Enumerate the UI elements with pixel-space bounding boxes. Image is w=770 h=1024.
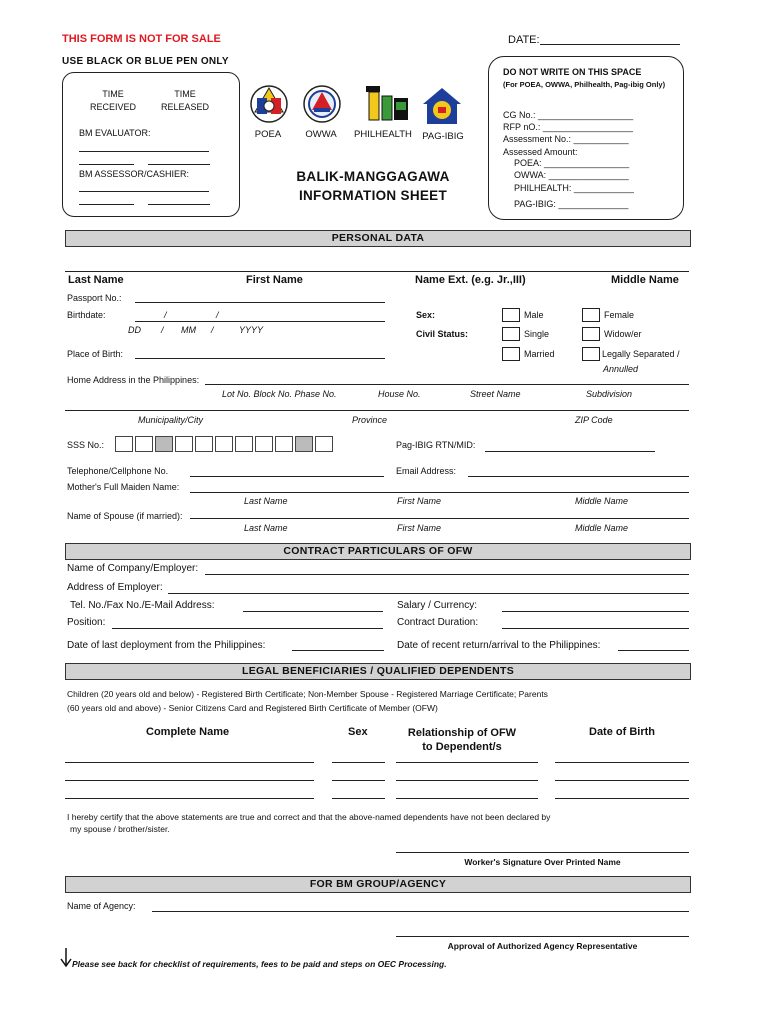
sss-box[interactable]	[155, 436, 173, 452]
birthdate-slash-2: /	[216, 310, 219, 320]
birthdate-slash-1: /	[164, 310, 167, 320]
bm-evaluator-field[interactable]	[79, 151, 209, 152]
mother-name-label: Mother's Full Maiden Name:	[67, 482, 180, 492]
worker-signature-field[interactable]	[396, 852, 689, 853]
pagibig-rtn-field[interactable]	[485, 451, 655, 452]
sss-box[interactable]	[295, 436, 313, 452]
spouse-last-name-label: Last Name	[244, 523, 288, 533]
first-name-label: First Name	[246, 274, 303, 286]
office-box-sub: (For POEA, OWWA, Philhealth, Pag-ibig Only)	[503, 80, 666, 89]
contact-field[interactable]	[243, 611, 383, 612]
sss-box[interactable]	[255, 436, 273, 452]
worker-signature-label: Worker's Signature Over Printed Name	[464, 857, 621, 867]
owwa-logo-icon	[302, 84, 342, 124]
agency-approval-field[interactable]	[396, 936, 689, 937]
col-relationship	[396, 726, 528, 754]
salary-field[interactable]	[502, 611, 689, 612]
married-label: Married	[524, 349, 555, 359]
place-of-birth-label: Place of Birth:	[67, 349, 124, 359]
date-label: DATE:	[508, 34, 540, 46]
pagibig-logo-icon	[421, 86, 463, 126]
col-complete-name: Complete Name	[146, 726, 230, 738]
contract-duration-label: Contract Duration:	[397, 617, 479, 628]
assessment-no: Assessment No.: ___________	[503, 134, 629, 144]
telephone-field[interactable]	[190, 476, 384, 477]
agency-header: FOR BM GROUP/AGENCY	[65, 876, 691, 893]
single-checkbox[interactable]	[502, 327, 520, 341]
legally-separated-label: Legally Separated /	[602, 349, 680, 359]
sss-box[interactable]	[135, 436, 153, 452]
dependent-rel-field-3[interactable]	[396, 798, 538, 799]
pagibig-label: PAG-IBIG	[422, 131, 464, 142]
employer-address-label: Address of Employer:	[67, 582, 163, 593]
bm-assessor-label: BM ASSESSOR/CASHIER:	[79, 169, 190, 179]
owwa-label: OWWA	[305, 129, 337, 140]
date-field[interactable]	[540, 44, 680, 45]
subdivision-label: Subdivision	[586, 389, 633, 399]
contact-label: Tel. No./Fax No./E-Mail Address:	[70, 600, 215, 611]
arrow-down-icon	[60, 948, 72, 968]
widow-label: Widow/er	[604, 329, 642, 339]
male-checkbox[interactable]	[502, 308, 520, 322]
house-no-label: House No.	[378, 389, 421, 399]
home-address-label: Home Address in the Philippines:	[67, 375, 200, 385]
home-address-field[interactable]	[205, 384, 689, 385]
dependent-dob-field-2[interactable]	[555, 780, 689, 781]
col-sex: Sex	[348, 726, 368, 738]
mother-last-name-label: Last Name	[244, 496, 288, 506]
lot-no-label: Lot No. Block No. Phase No.	[222, 389, 337, 399]
birthdate-field[interactable]	[135, 321, 385, 322]
sss-box[interactable]	[215, 436, 233, 452]
time-received-label: TIME RECEIVED	[89, 89, 136, 112]
sss-box[interactable]	[115, 436, 133, 452]
office-box-heading: DO NOT WRITE ON THIS SPACE	[503, 67, 642, 77]
date-format-mm: MM	[181, 325, 196, 335]
bm-evaluator-field-3[interactable]	[148, 164, 210, 165]
municipality-label: Municipality/City	[138, 415, 204, 425]
beneficiaries-header: LEGAL BENEFICIARIES / QUALIFIED DEPENDENTS	[65, 663, 691, 680]
recent-return-label: Date of recent return/arrival to the Philippines:	[397, 640, 601, 651]
not-for-sale-notice: THIS FORM IS NOT FOR SALE	[62, 33, 221, 45]
poea-logo-icon	[249, 84, 289, 124]
dependent-sex-field-1[interactable]	[332, 762, 385, 763]
zip-code-label: ZIP Code	[575, 415, 613, 425]
passport-label: Passport No.:	[67, 293, 122, 303]
bm-assessor-field-3[interactable]	[148, 204, 210, 205]
contract-header: CONTRACT PARTICULARS OF OFW	[65, 543, 691, 560]
bm-assessor-field[interactable]	[79, 191, 209, 192]
cg-no: CG No.: ___________________	[503, 110, 634, 120]
sss-box[interactable]	[275, 436, 293, 452]
sss-box[interactable]	[235, 436, 253, 452]
mother-first-name-label: First Name	[397, 496, 442, 506]
single-label: Single	[524, 329, 550, 339]
personal-data-header: PERSONAL DATA	[65, 230, 691, 247]
assessed-owwa: OWWA: ________________	[514, 170, 629, 180]
dependent-dob-field-3[interactable]	[555, 798, 689, 799]
email-label: Email Address:	[396, 466, 457, 476]
poea-label: POEA	[254, 129, 282, 140]
sss-label: SSS No.:	[67, 440, 105, 450]
legally-separated-checkbox[interactable]	[582, 347, 600, 361]
birthdate-label: Birthdate:	[67, 310, 106, 320]
certification-line-1: I hereby certify that the above statements are true and correct and that the above-named dependents have not been declared by	[67, 812, 551, 822]
dependent-dob-field-1[interactable]	[555, 762, 689, 763]
beneficiaries-note-2: (60 years old and above) - Senior Citizens Card and Registered Birth Certificate of Member (OFW)	[67, 703, 438, 713]
province-label: Province	[352, 415, 388, 425]
assessed-pagibig: PAG-IBIG: ______________	[514, 199, 629, 209]
col-date-of-birth: Date of Birth	[589, 726, 655, 738]
bm-assessor-field-2[interactable]	[79, 204, 134, 205]
certification-line-2: my spouse / brother/sister.	[70, 824, 170, 834]
married-checkbox[interactable]	[502, 347, 520, 361]
mother-middle-name-label: Middle Name	[575, 496, 629, 506]
street-name-label: Street Name	[470, 389, 521, 399]
assessed-philhealth: PHILHEALTH: ____________	[514, 183, 634, 193]
name-ext-label: Name Ext. (e.g. Jr.,III)	[415, 274, 526, 286]
sex-label: Sex:	[416, 310, 436, 320]
pagibig-rtn-label: Pag-IBIG RTN/MID:	[396, 440, 476, 450]
dependent-name-field-1[interactable]	[65, 762, 314, 763]
col-relationship-line1: Relationship of OFW	[407, 727, 517, 739]
dependent-rel-field-1[interactable]	[396, 762, 538, 763]
spouse-first-name-label: First Name	[397, 523, 442, 533]
last-deployment-label: Date of last deployment from the Philippines:	[67, 640, 266, 651]
spouse-name-field[interactable]	[190, 518, 689, 519]
last-name-label: Last Name	[68, 274, 124, 286]
date-format-dd: DD	[128, 325, 141, 335]
widow-checkbox[interactable]	[582, 327, 600, 341]
dependent-rel-field-2[interactable]	[396, 780, 538, 781]
salary-label: Salary / Currency:	[397, 600, 478, 611]
pen-notice: USE BLACK OR BLUE PEN ONLY	[62, 56, 229, 67]
dependent-sex-field-2[interactable]	[332, 780, 385, 781]
date-format-sep1: /	[161, 325, 164, 335]
spouse-name-label: Name of Spouse (if married):	[67, 511, 183, 521]
form-title-line1: BALIK-MANGGAGAWA	[296, 169, 450, 184]
agency-name-label: Name of Agency:	[67, 901, 136, 911]
last-deployment-field[interactable]	[292, 650, 384, 651]
place-of-birth-field[interactable]	[135, 358, 385, 359]
philhealth-label: PHILHEALTH	[354, 129, 412, 140]
female-label: Female	[604, 310, 635, 320]
mother-name-field[interactable]	[190, 492, 689, 493]
spouse-middle-name-label: Middle Name	[575, 523, 629, 533]
rfp-no: RFP nO.: __________________	[503, 122, 633, 132]
annulled-label: Annulled	[603, 364, 639, 374]
company-label: Name of Company/Employer:	[67, 563, 199, 574]
dependent-name-field-3[interactable]	[65, 798, 314, 799]
date-format-sep2: /	[211, 325, 214, 335]
middle-name-label: Middle Name	[611, 274, 679, 286]
col-relationship-line2: to Dependent/s	[422, 741, 502, 753]
agency-approval-label: Approval of Authorized Agency Representative	[447, 941, 638, 951]
bm-evaluator-field-2[interactable]	[79, 164, 134, 165]
civil-status-label: Civil Status:	[416, 329, 469, 339]
sss-number-boxes[interactable]	[115, 436, 335, 452]
company-field[interactable]	[205, 574, 689, 575]
male-label: Male	[524, 310, 544, 320]
sss-box[interactable]	[175, 436, 193, 452]
assessed-poea: POEA: _________________	[514, 158, 630, 168]
position-label: Position:	[67, 617, 106, 628]
email-field[interactable]	[468, 476, 689, 477]
recent-return-field[interactable]	[618, 650, 689, 651]
employer-address-field[interactable]	[168, 593, 689, 594]
philhealth-logo-icon	[364, 86, 410, 122]
female-checkbox[interactable]	[582, 308, 600, 322]
dependent-name-field-2[interactable]	[65, 780, 314, 781]
assessed-amount: Assessed Amount:	[503, 147, 578, 157]
agency-name-field[interactable]	[152, 911, 689, 912]
full-name-field[interactable]	[65, 271, 689, 272]
form-title	[280, 167, 466, 205]
date-format-yyyy: YYYY	[239, 325, 264, 335]
time-released-label: TIME RELEASED	[160, 89, 210, 112]
beneficiaries-note-1: Children (20 years old and below) - Registered Birth Certificate; Non-Member Spouse - Registered Marriage Certificate; Parents	[67, 689, 548, 699]
city-province-field[interactable]	[65, 410, 689, 411]
sss-box[interactable]	[315, 436, 333, 452]
bm-evaluator-label: BM EVALUATOR:	[79, 128, 151, 138]
dependent-sex-field-3[interactable]	[332, 798, 385, 799]
footer-note: Please see back for checklist of requirements, fees to be paid and steps on OEC Processing.	[72, 959, 447, 969]
telephone-label: Telephone/Cellphone No.	[67, 466, 169, 476]
passport-field[interactable]	[135, 302, 385, 303]
position-field[interactable]	[112, 628, 383, 629]
form-title-line2: INFORMATION SHEET	[298, 188, 448, 203]
sss-box[interactable]	[195, 436, 213, 452]
contract-duration-field[interactable]	[502, 628, 689, 629]
